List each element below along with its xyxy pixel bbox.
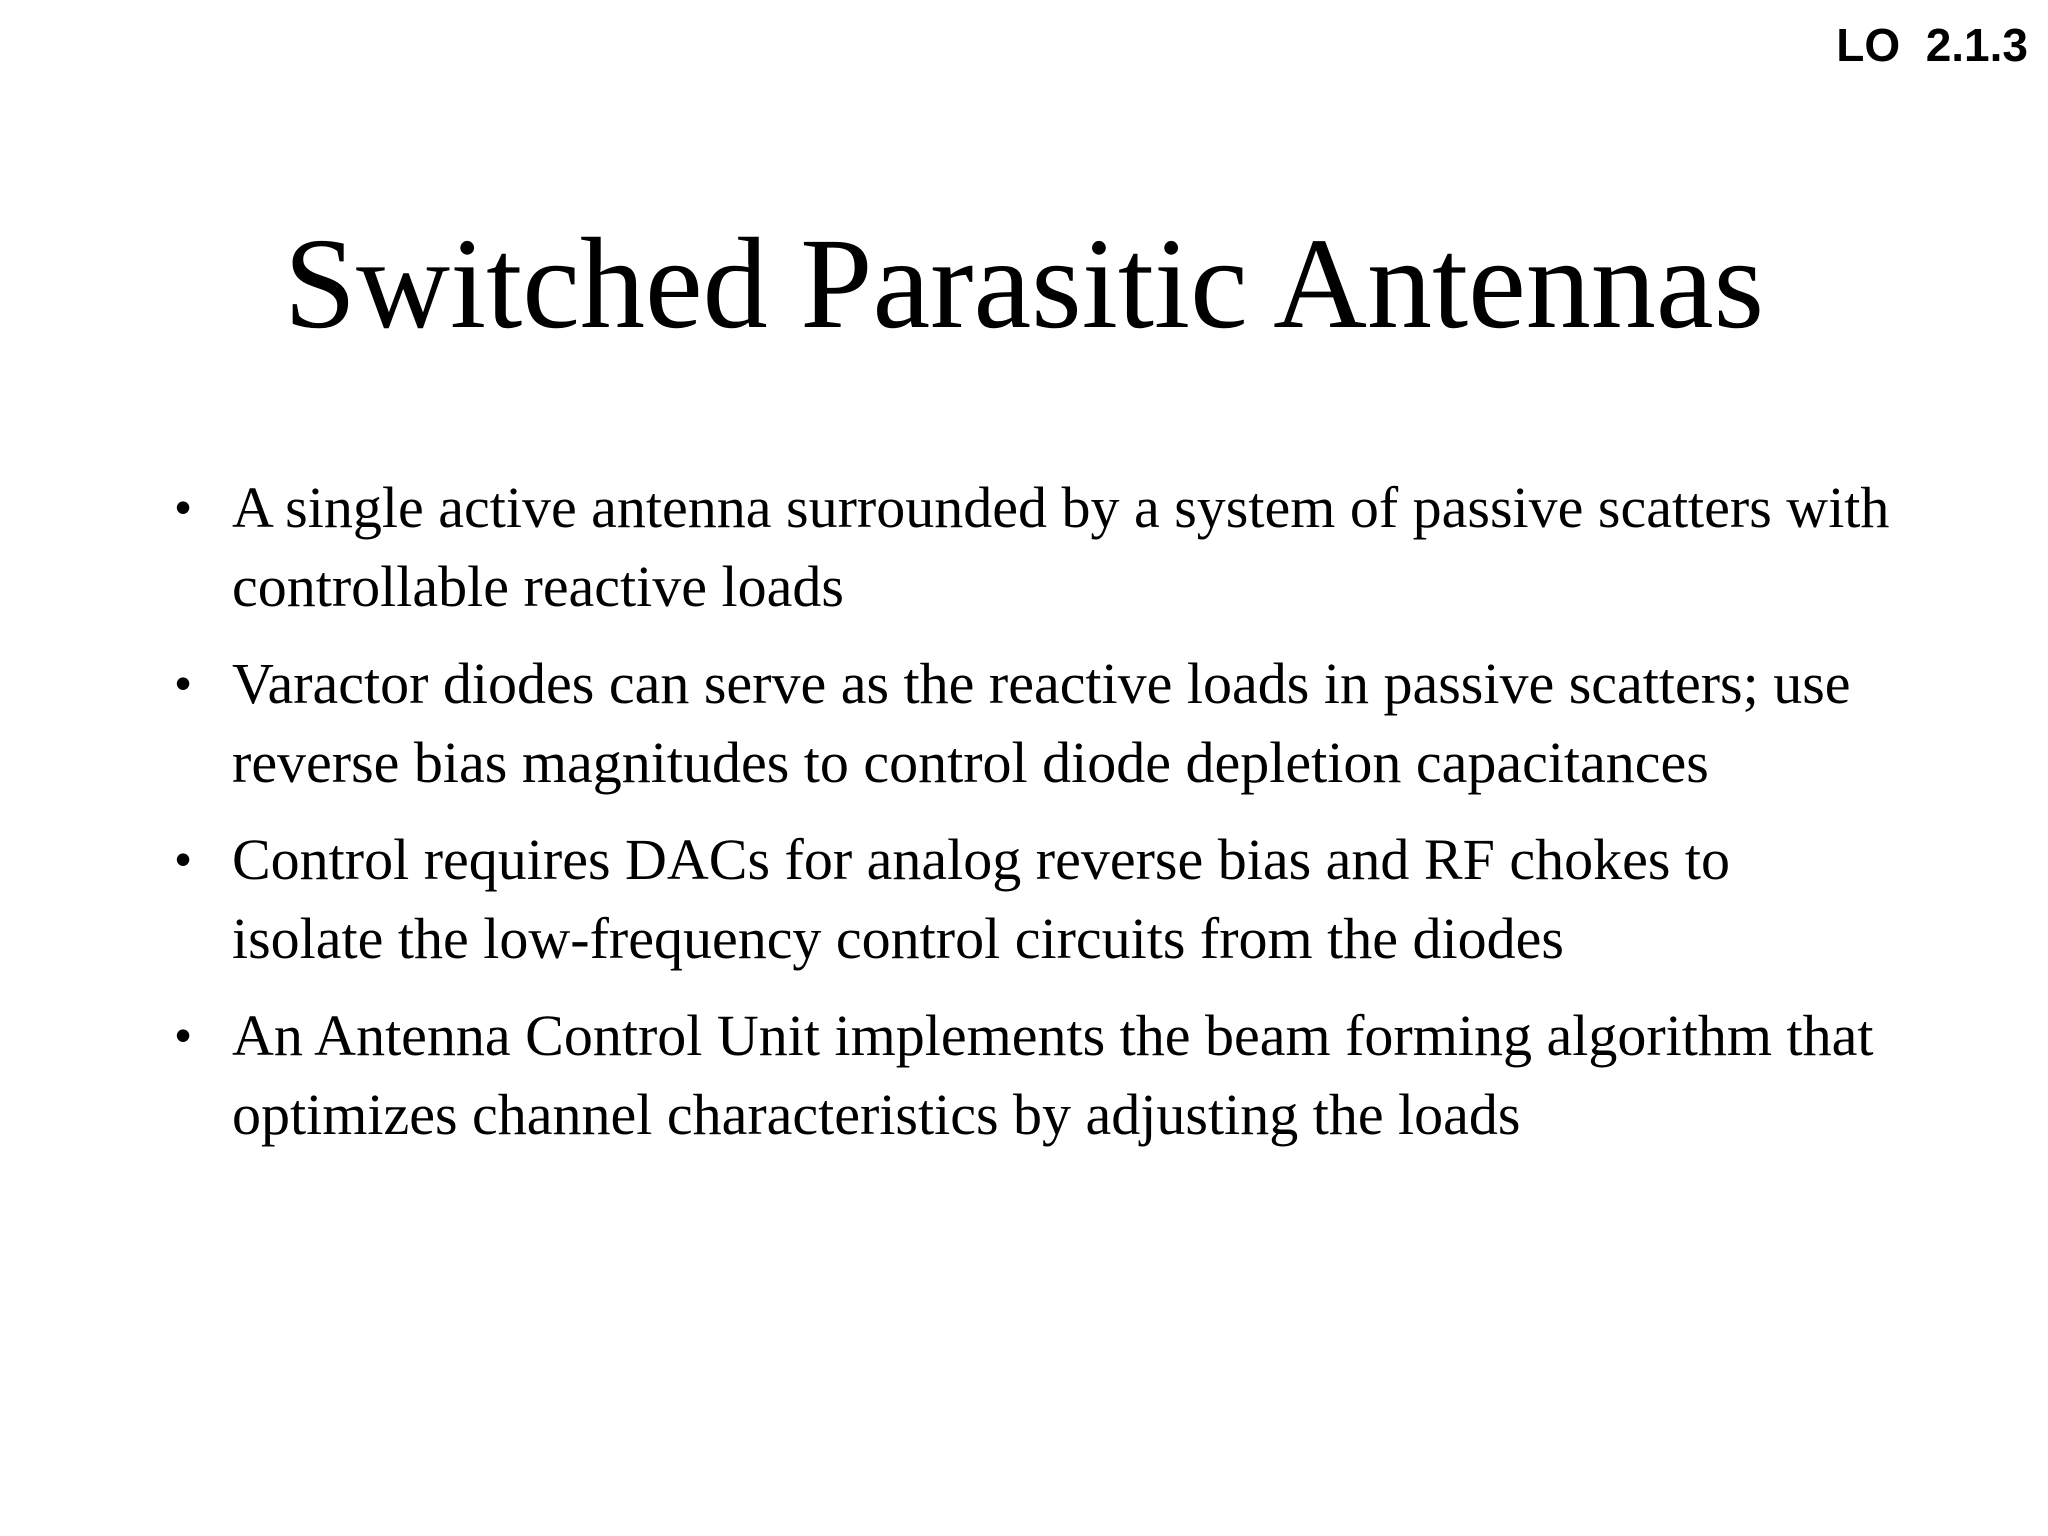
learning-objective-label: LO 2.1.3	[1836, 19, 2028, 71]
bullet-icon: •	[175, 657, 192, 709]
bullet-item	[175, 996, 1895, 1154]
bullet-list	[175, 468, 1895, 1172]
bullet-icon: •	[175, 481, 192, 533]
slide-title: Switched Parasitic Antennas	[283, 212, 1765, 356]
bullet-item	[175, 644, 1895, 802]
bullet-item	[175, 820, 1895, 978]
bullet-icon: •	[175, 1009, 192, 1061]
bullet-text: Control requires DACs for analog reverse bias and RF chokes to isolate the low-frequency control circuits from the diodes	[232, 827, 1731, 971]
bullet-item	[175, 468, 1895, 626]
bullet-icon: •	[175, 833, 192, 885]
bullet-text: An Antenna Control Unit implements the beam forming algorithm that optimizes channel characteristics by adjusting the loads	[232, 1003, 1874, 1147]
bullet-text: A single active antenna surrounded by a system of passive scatters with controllable reactive loads	[232, 475, 1890, 619]
bullet-text: Varactor diodes can serve as the reactive loads in passive scatters; use reverse bias magnitudes to control diode depletion capacitances	[232, 651, 1851, 795]
